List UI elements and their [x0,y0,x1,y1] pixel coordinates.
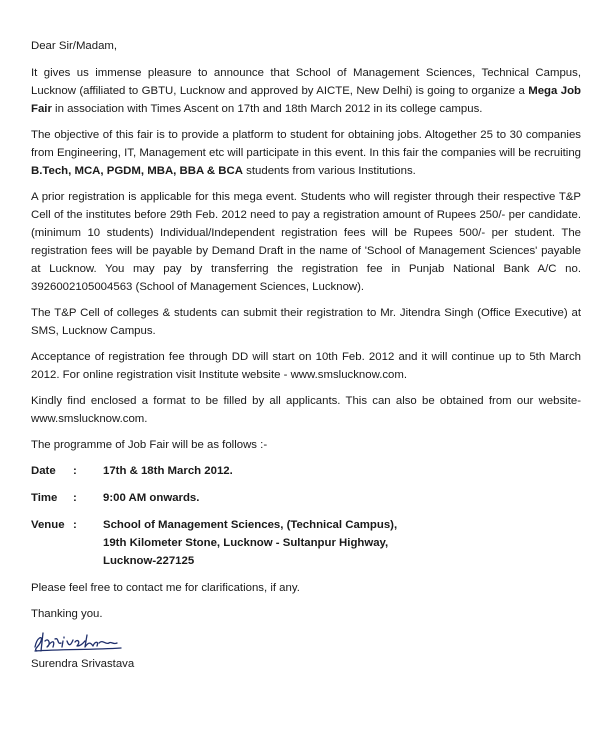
closing-clarifications: Please feel free to contact me for clarifications, if any. [31,582,300,594]
time-label: Time [31,492,58,504]
venue-label: Venue [31,519,65,531]
courses-list: B.Tech, MCA, PGDM, MBA, BBA & BCA [31,165,243,177]
time-value: 9:00 AM onwards. [103,492,200,504]
paragraph-announcement [31,64,581,118]
date-row [31,462,581,480]
letter-body [31,37,581,681]
mega-job-fair-label: Mega Job Fair [31,85,581,115]
date-value: 17th & 18th March 2012. [103,465,233,477]
objective-text-start: The objective of this fair is to provide a platform to student for obtaining jobs. Altogether 25 to 30 companies from Engineering, IT, Management etc will participate in this event. In this fair the companies will be recruiting [31,129,581,159]
signatory-name: Surendra Srivastava [31,658,135,670]
paragraph-submission: The T&P Cell of colleges & students can submit their registration to Mr. Jitendra Singh (Office Executive) at SMS, Lucknow Campus. [31,307,581,337]
venue-row [31,516,581,570]
closing-thanks: Thanking you. [31,608,103,620]
paragraph-acceptance: Acceptance of registration fee through DD will start on 10th Feb. 2012 and it will continue up to 5th March 2012. For online registration visit Institute website - www.smslucknow.com. [31,351,581,381]
time-row [31,489,581,507]
venue-line-3: Lucknow-227125 [103,555,195,567]
venue-colon: : [73,519,77,531]
date-label: Date [31,465,56,477]
venue-line-2: 19th Kilometer Stone, Lucknow - Sultanpur Highway, [103,537,389,549]
date-colon: : [73,465,77,477]
signature-image [31,629,581,655]
venue-value [103,516,397,570]
paragraph-objective [31,126,581,180]
programme-details [31,462,581,570]
time-colon: : [73,492,77,504]
salutation: Dear Sir/Madam, [31,40,118,52]
announcement-text-start: It gives us immense pleasure to announce that School of Management Sciences, Technical Campus, Lucknow (affiliated to GBTU, Lucknow and approved by AICTE, New Delhi) is going to organize a [31,67,581,97]
paragraph-enclosure: Kindly find enclosed a format to be filled by all applicants. This can also be obtained from our website- www.smslucknow.com. [31,395,581,425]
programme-intro: The programme of Job Fair will be as follows :- [31,439,268,451]
paragraph-registration: A prior registration is applicable for this mega event. Students who will register through their respective T&P Cell of the institutes before 29th Feb. 2012 need to pay a registration amount of Rupees 250/- per candidate. (minimum 10 students) Individual/Independent registration fees will be Rupees 500/- per student. The registration fees will be payable by Demand Draft in the name of 'School of Management Sciences' payable at Lucknow. You may pay by transferring the registration fee in Punjab National Bank A/C no. 3926002105004563 (School of Management Sciences, Lucknow). [31,191,581,293]
objective-text-end: students from various Institutions. [243,165,416,177]
announcement-text-end: in association with Times Ascent on 17th and 18th March 2012 in its college campus. [51,103,483,115]
venue-line-1: School of Management Sciences, (Technical Campus), [103,519,398,531]
signature-graphic [31,629,151,655]
